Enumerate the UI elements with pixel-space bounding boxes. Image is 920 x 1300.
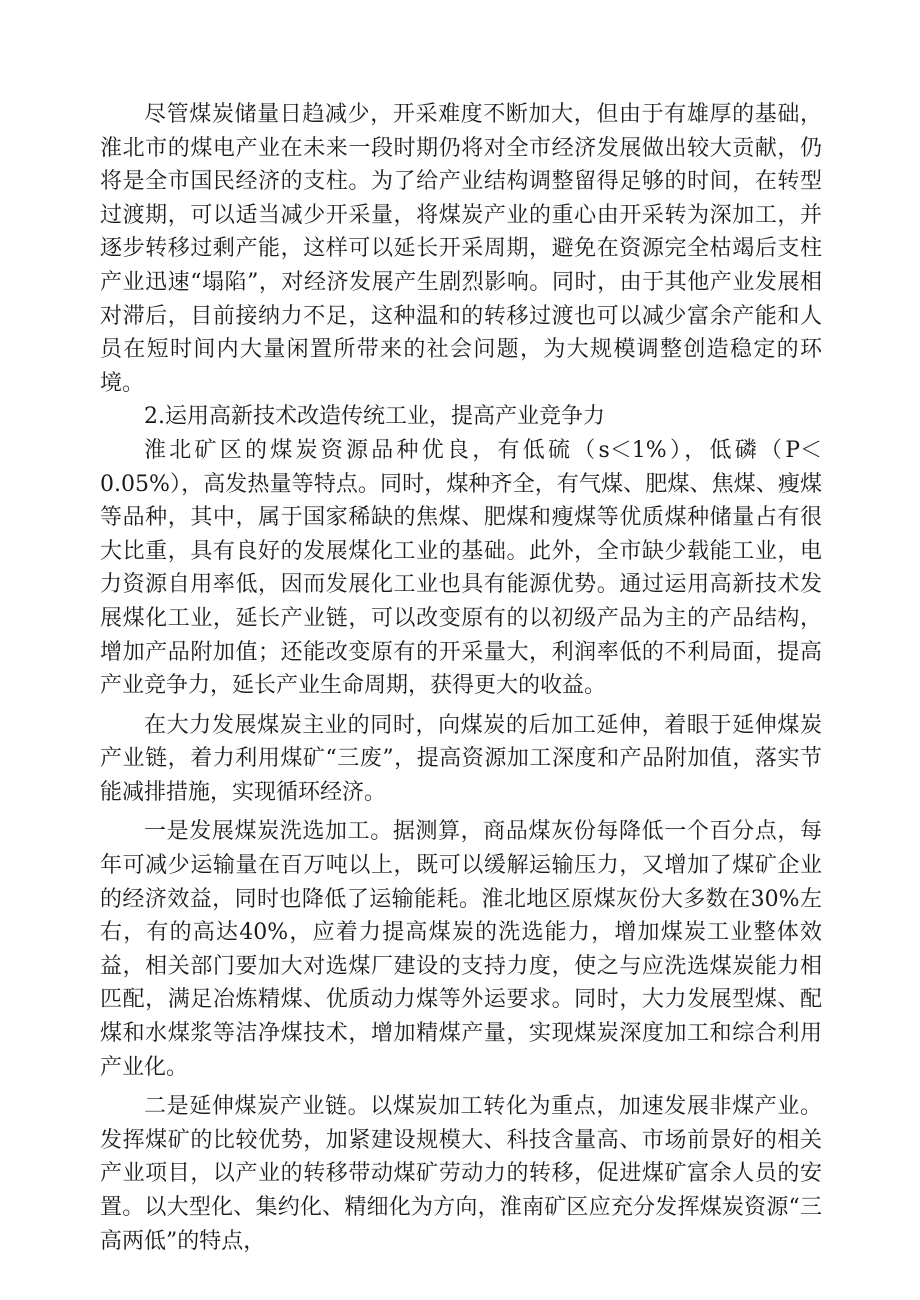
paragraph-industry-chain: 二是延伸煤炭产业链。以煤炭加工转化为重点，加速发展非煤产业。发挥煤矿的比较优势，加紧建设规模大、科技含量高、市场前景好的相关产业项目，以产业的转移带动煤矿劳动力的转移，促进煤矿富余人员的安置。以大型化、集约化、精细化为方向，淮南矿区应充分发挥煤炭资源“三高两低”的特点，	[100, 1094, 822, 1254]
document-body	[100, 98, 822, 1264]
paragraph-extend-processing: 在大力发展煤炭主业的同时，向煤炭的后加工延伸，着眼于延伸煤炭产业链，着力利用煤矿“三废”，提高资源加工深度和产品附加值，落实节能减排措施，实现循环经济。	[100, 712, 822, 805]
paragraph-transition-period: 尽管煤炭储量日趋减少，开采难度不断加大，但由于有雄厚的基础，淮北市的煤电产业在未来一段时期仍将对全市经济发展做出较大贡献，仍将是全市国民经济的支柱。为了给产业结构调整留得足够的时间，在转型过渡期，可以适当减少开采量，将煤炭产业的重心由开采转为深加工，并逐步转移过剩产能，这样可以延长开采周期，避免在资源完全枯竭后支柱产业迅速“塌陷”，对经济发展产生剧烈影响。同时，由于其他产业发展相对滞后，目前接纳力不足，这种温和的转移过渡也可以减少富余产能和人员在短时间内大量闲置所带来的社会问题，为大规模调整创造稳定的环境。	[100, 102, 822, 396]
paragraph-coal-washing: 一是发展煤炭洗选加工。据测算，商品煤灰份每降低一个百分点，每年可减少运输量在百万吨以上，既可以缓解运输压力，又增加了煤矿企业的经济效益，同时也降低了运输能耗。淮北地区原煤灰份大多数在30%左右，有的高达40%，应着力提高煤炭的洗选能力，增加煤炭工业整体效益，相关部门要加大对选煤厂建设的支持力度，使之与应洗选煤炭能力相匹配，满足冶炼精煤、优质动力煤等外运要求。同时，大力发展型煤、配煤和水煤浆等洁净煤技术，增加精煤产量，实现煤炭深度加工和综合利用产业化。	[100, 819, 822, 1080]
section-heading-high-tech: 2.运用高新技术改造传统工业，提高产业竞争力	[144, 404, 605, 430]
paragraph-coal-resources: 淮北矿区的煤炭资源品种优良，有低硫（s＜1%），低磷（P＜0.05%），高发热量等特点。同时，煤种齐全，有气煤、肥煤、焦煤、瘦煤等品种，其中，属于国家稀缺的焦煤、肥煤和瘦煤等优质煤种储量占有很大比重，具有良好的发展煤化工业的基础。此外，全市缺少载能工业，电力资源自用率低，因而发展化工业也具有能源优势。通过运用高新技术发展煤化工业，延长产业链，可以改变原有的以初级产品为主的产品结构，增加产品附加值；还能改变原有的开采量大，利润率低的不利局面，提高产业竞争力，延长产业生命周期，获得更大的收益。	[100, 437, 822, 699]
